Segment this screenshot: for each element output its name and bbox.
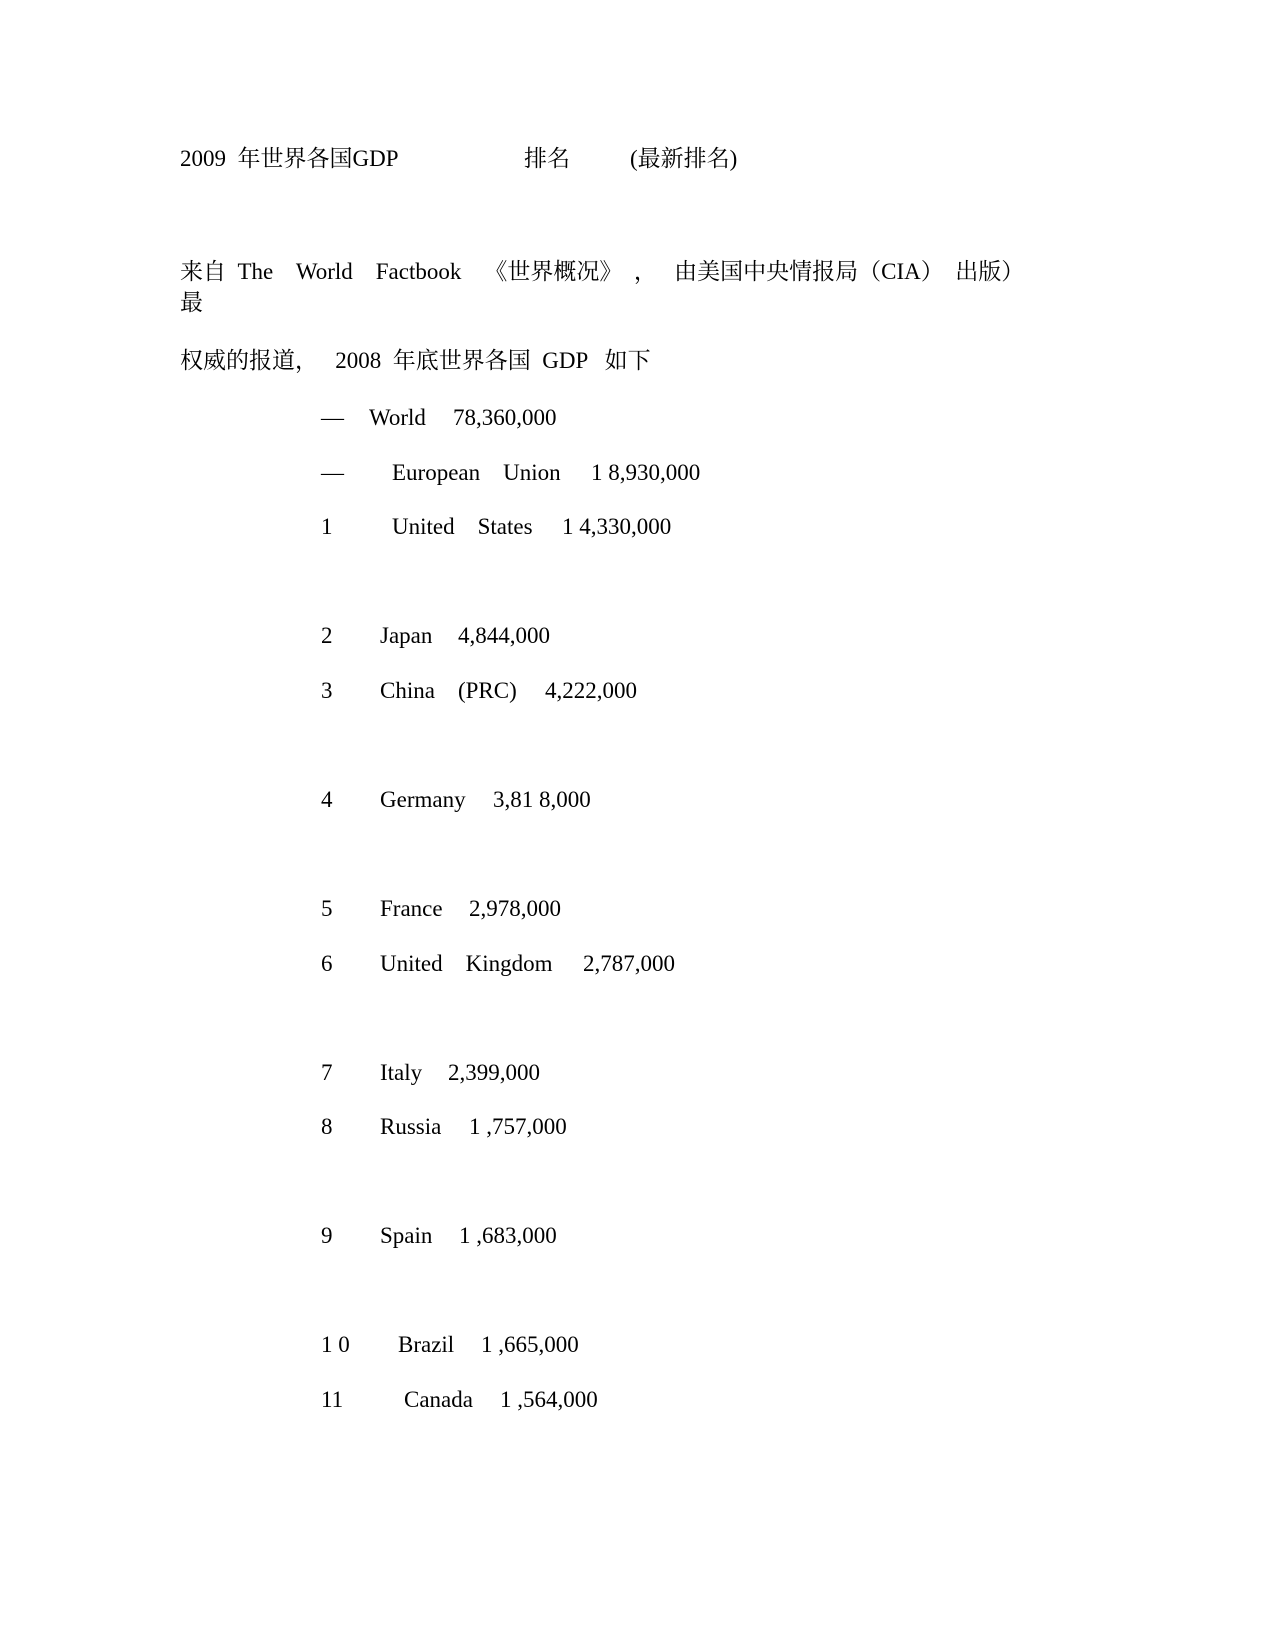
gdp-value: 78,360,000 [453, 405, 557, 430]
country-name: Germany [380, 787, 466, 812]
country-name: European Union [392, 460, 561, 485]
rank: 11 [321, 1387, 344, 1412]
gdp-value: 1 ,665,000 [481, 1332, 579, 1357]
rank: 5 [321, 896, 333, 921]
gdp-value: 1 4,330,000 [562, 514, 672, 539]
gdp-value: 3,81 8,000 [493, 787, 591, 812]
rank: — [321, 460, 344, 485]
gdp-value: 1 ,757,000 [469, 1114, 567, 1139]
rank: 1 0 [321, 1332, 350, 1357]
country-name: Spain [380, 1223, 433, 1248]
country-name: Italy [380, 1060, 423, 1085]
country-name: China (PRC) [380, 678, 517, 703]
rank: — [321, 405, 344, 430]
gdp-value: 1 ,683,000 [459, 1223, 557, 1248]
intro-line-1: 来自 The World Factbook 《世界概况》 ， 由美国中央情报局（CIA） 出版） [180, 259, 1025, 284]
gdp-value: 2,399,000 [448, 1060, 540, 1085]
gdp-value: 4,222,000 [545, 678, 637, 703]
country-name: Brazil [398, 1332, 455, 1357]
intro-line-3: 权威的报道， 2008 年底世界各国 GDP 如下 [180, 348, 651, 373]
title-part-3: (最新排名) [630, 146, 738, 171]
gdp-value: 2,787,000 [583, 951, 675, 976]
country-name: Japan [380, 623, 433, 648]
country-name: Canada [404, 1387, 473, 1412]
intro-line-2: 最 [180, 290, 203, 315]
gdp-value: 4,844,000 [458, 623, 550, 648]
country-name: United Kingdom [380, 951, 553, 976]
title-part-2: 排名 [524, 146, 570, 171]
country-name: World [369, 405, 426, 430]
country-name: United States [392, 514, 533, 539]
gdp-value: 1 8,930,000 [591, 460, 701, 485]
rank: 8 [321, 1114, 333, 1139]
rank: 4 [321, 787, 333, 812]
title-part-1: 2009 年世界各国GDP [180, 146, 399, 171]
rank: 9 [321, 1223, 333, 1248]
country-name: France [380, 896, 443, 921]
gdp-value: 2,978,000 [469, 896, 561, 921]
rank: 7 [321, 1060, 333, 1085]
country-name: Russia [380, 1114, 442, 1139]
rank: 2 [321, 623, 333, 648]
rank: 3 [321, 678, 333, 703]
gdp-value: 1 ,564,000 [500, 1387, 598, 1412]
rank: 6 [321, 951, 333, 976]
rank: 1 [321, 514, 333, 539]
